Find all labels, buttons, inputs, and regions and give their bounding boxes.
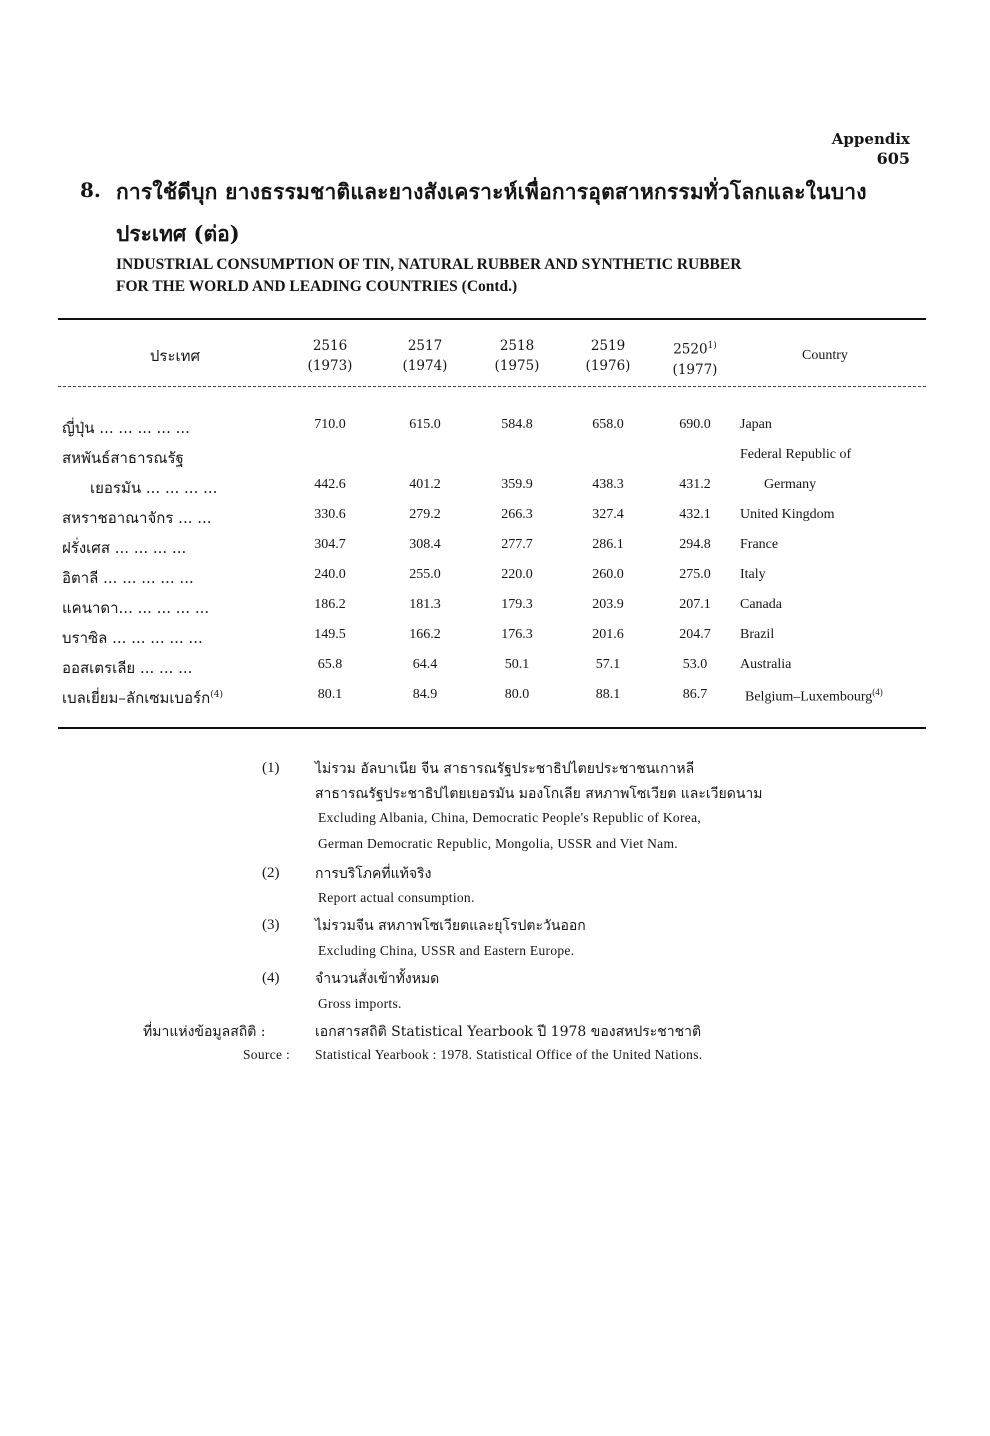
value-1977: 690.0 xyxy=(679,417,711,432)
value-1977: 431.2 xyxy=(679,477,711,492)
footnote-number: (2) xyxy=(262,865,280,881)
title-english xyxy=(116,254,916,298)
table-row xyxy=(0,566,990,596)
footnote-english: Gross imports. xyxy=(318,996,402,1011)
country-thai: เบลเยี่ยม–ลักเซมเบอร์ก$^{(4)}$ xyxy=(62,689,223,707)
title-thai-line2: ประเทศ (ต่อ) xyxy=(116,221,240,246)
value-1975: 220.0 xyxy=(501,567,533,582)
table-row xyxy=(0,476,990,506)
country-english: Brazil xyxy=(740,627,775,642)
source-text-thai: เอกสารสถิติ Statistical Yearbook ปี 1978 ของสหประชาชาติ xyxy=(315,1024,702,1040)
value-1976: 88.1 xyxy=(595,687,621,702)
title-english-line1: INDUSTRIAL CONSUMPTION OF TIN, NATURAL RUBBER AND SYNTHETIC RUBBER xyxy=(116,256,742,273)
column-header-year-2: 2517 (1974) xyxy=(402,338,448,374)
value-1976: 203.9 xyxy=(592,597,624,612)
footnote-thai: ไม่รวม อัลบาเนีย จีน สาธารณรัฐประชาธิปไตยประชาชนเกาหลี xyxy=(315,761,695,777)
value-1974: 64.4 xyxy=(412,657,438,672)
value-1977: 432.1 xyxy=(679,507,711,522)
value-1976: 57.1 xyxy=(595,657,621,672)
footnote-number: (1) xyxy=(262,760,280,776)
footnote-number: (4) xyxy=(262,970,280,986)
value-1974: 615.0 xyxy=(409,417,441,432)
value-1975: 179.3 xyxy=(501,597,533,612)
value-1975: 176.3 xyxy=(501,627,533,642)
value-1977: 294.8 xyxy=(679,537,711,552)
value-1973: 304.7 xyxy=(314,537,346,552)
table-bottom-rule xyxy=(58,727,926,729)
footnote-english: Excluding China, USSR and Eastern Europe. xyxy=(318,943,575,958)
table-row xyxy=(0,656,990,686)
value-1974: 308.4 xyxy=(409,537,441,552)
value-1974: 255.0 xyxy=(409,567,441,582)
country-thai: ฝรั่งเศส ... ... ... ... xyxy=(62,539,187,557)
value-1974: 84.9 xyxy=(412,687,438,702)
value-1975: 584.8 xyxy=(501,417,533,432)
country-thai: สหราชอาณาจักร ... ... xyxy=(62,509,212,527)
table-row xyxy=(0,626,990,656)
source-text-english: Statistical Yearbook : 1978. Statistical Office of the United Nations. xyxy=(315,1047,703,1062)
value-1976: 327.4 xyxy=(592,507,624,522)
value-1977: 207.1 xyxy=(679,597,711,612)
country-english: Italy xyxy=(740,567,766,582)
country-thai: แคนาดา... ... ... ... ... xyxy=(62,599,210,617)
value-1975: 50.1 xyxy=(504,657,530,672)
country-thai: สหพันธ์สาธารณรัฐ xyxy=(62,449,184,467)
country-thai: ญี่ปุ่น ... ... ... ... ... xyxy=(62,419,190,437)
value-1974: 181.3 xyxy=(409,597,441,612)
value-1973: 149.5 xyxy=(314,627,346,642)
footnote-marker: (4) xyxy=(872,687,883,697)
footnote-thai: การบริโภคที่แท้จริง xyxy=(315,866,432,882)
value-1974: 166.2 xyxy=(409,627,441,642)
country-english: Australia xyxy=(740,657,792,672)
value-1976: 658.0 xyxy=(592,417,624,432)
column-header-year-4: 2519 (1976) xyxy=(585,338,631,374)
table-row xyxy=(0,446,990,476)
table-row xyxy=(0,416,990,446)
page-number: 605 xyxy=(876,149,910,168)
footnote-thai: สาธารณรัฐประชาธิปไตยเยอรมัน มองโกเลีย สหภาพโซเวียต และเวียดนาม xyxy=(315,786,763,802)
footnote-english: German Democratic Republic, Mongolia, USSR and Viet Nam. xyxy=(318,836,678,851)
table-header-divider xyxy=(58,386,926,387)
table-row xyxy=(0,536,990,566)
table-number: 8. xyxy=(80,178,101,202)
page-header xyxy=(832,130,910,168)
country-thai: ออสเตรเลีย ... ... ... xyxy=(62,659,193,677)
value-1973: 710.0 xyxy=(314,417,346,432)
table-row xyxy=(0,596,990,626)
value-1973: 330.6 xyxy=(314,507,346,522)
footnote-thai: จำนวนสั่งเข้าทั้งหมด xyxy=(315,971,440,987)
table-row xyxy=(0,506,990,536)
value-1977: 53.0 xyxy=(682,657,708,672)
title-english-line2: FOR THE WORLD AND LEADING COUNTRIES (Contd.) xyxy=(116,278,518,295)
value-1974: 401.2 xyxy=(409,477,441,492)
country-thai: บราซิล ... ... ... ... ... xyxy=(62,629,203,647)
country-english: United Kingdom xyxy=(740,507,835,522)
country-english: Canada xyxy=(740,597,782,612)
value-1973: 442.6 xyxy=(314,477,346,492)
appendix-label: Appendix xyxy=(831,130,910,148)
country-english: Germany xyxy=(764,477,817,492)
value-1973: 80.1 xyxy=(317,687,343,702)
value-1975: 277.7 xyxy=(501,537,533,552)
table-top-rule xyxy=(58,318,926,320)
footnote-english: Report actual consumption. xyxy=(318,890,475,905)
country-english: Belgium–Luxembourg$^{(4)}$ xyxy=(745,687,883,705)
column-header-country-english: Country xyxy=(802,348,848,363)
country-english: Japan xyxy=(740,417,772,432)
footnote-thai: ไม่รวมจีน สหภาพโซเวียตและยุโรปตะวันออก xyxy=(315,918,586,934)
source-label-thai: ที่มาแห่งข้อมูลสถิติ : xyxy=(143,1024,266,1040)
country-thai: เยอรมัน ... ... ... ... xyxy=(90,479,218,497)
footnote-marker: (4) xyxy=(210,690,223,700)
value-1976: 286.1 xyxy=(592,537,624,552)
table-row xyxy=(0,686,990,716)
value-1975: 80.0 xyxy=(504,687,530,702)
title-thai-line1: การใช้ดีบุก ยางธรรมชาติและยางสังเคราะห์เพื่อการอุตสาหกรรมทั่วโลกและในบาง xyxy=(116,179,867,204)
value-1977: 275.0 xyxy=(679,567,711,582)
country-english: France xyxy=(740,537,779,552)
source-label-english: Source : xyxy=(243,1047,291,1062)
footnote-english: Excluding Albania, China, Democratic People's Republic of Korea, xyxy=(318,810,702,825)
value-1976: 438.3 xyxy=(592,477,624,492)
value-1973: 65.8 xyxy=(317,657,343,672)
value-1977: 86.7 xyxy=(682,687,708,702)
value-1973: 240.0 xyxy=(314,567,346,582)
column-header-year-1: 2516 (1973) xyxy=(307,338,353,374)
value-1974: 279.2 xyxy=(409,507,441,522)
value-1973: 186.2 xyxy=(314,597,346,612)
column-header-year-3: 2518 (1975) xyxy=(494,338,540,374)
value-1975: 359.9 xyxy=(501,477,533,492)
value-1976: 201.6 xyxy=(592,627,624,642)
value-1975: 266.3 xyxy=(501,507,533,522)
column-header-country-thai: ประเทศ xyxy=(149,347,201,365)
country-thai: อิตาลี ... ... ... ... ... xyxy=(62,569,194,587)
column-header-year-5: 2520$^{1)}$ (1977) xyxy=(672,341,718,378)
footnote-number: (3) xyxy=(262,917,280,933)
country-english: Federal Republic of xyxy=(740,447,852,462)
value-1977: 204.7 xyxy=(679,627,711,642)
value-1976: 260.0 xyxy=(592,567,624,582)
